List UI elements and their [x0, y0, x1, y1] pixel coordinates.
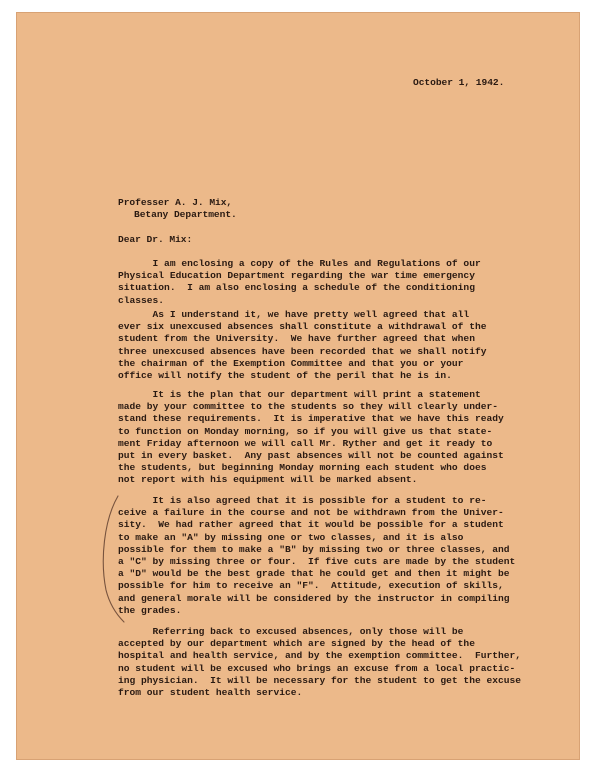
paragraph-line: situation. I am also enclosing a schedule of the conditioning [118, 282, 475, 294]
recipient-name: Professer A. J. Mix, [118, 197, 233, 208]
paragraph-line: no student will be excused who brings an excuse from a local practic- [118, 662, 516, 674]
paragraph-line: the chairman of the Exemption Committee and that you or your [118, 357, 464, 369]
paragraph-line: a "D" would be the best grade that he could get and then it might be [118, 568, 510, 580]
letter-date: October 1, 1942. [413, 77, 505, 88]
paragraph-line: ment Friday afternoon we will call Mr. Ryther and get it ready to [118, 437, 493, 449]
paragraph-line: I am enclosing a copy of the Rules and Regulations of our [118, 258, 481, 269]
paragraph-line: classes. [118, 294, 165, 306]
paragraph-line: hospital and health service, and by the exemption committee. Further, [118, 650, 522, 662]
paragraph-3 [118, 389, 504, 487]
salutation: Dear Dr. Mix: [118, 234, 193, 245]
paragraph-line: student from the University. We have further agreed that when [118, 333, 475, 345]
paragraph-line: As I understand it, we have pretty well agreed that all [118, 309, 470, 320]
paragraph-line: office will notify the student of the peril that he is in. [118, 370, 452, 382]
paragraph-line: possible for him to receive an "F". Attitude, execution of skills, [118, 580, 504, 592]
paragraph-line: stand these requirements. It is imperative that we have this ready [118, 413, 504, 425]
paragraph-5 [118, 626, 521, 699]
paragraph-line: Physical Education Department regarding the war time emergency [118, 270, 475, 282]
recipient-department: Betany Department. [134, 209, 237, 220]
paragraph-line: It is the plan that our department will print a statement [118, 389, 481, 400]
paragraph-4 [118, 495, 515, 617]
paragraph-line: possible for them to make a "B" by missing two or three classes, and [118, 543, 510, 555]
paragraph-line: not report with his equipment will be marked absent. [118, 474, 418, 486]
paragraph-1 [118, 258, 481, 307]
paragraph-line: sity. We had rather agreed that it would be possible for a student [118, 519, 504, 531]
paragraph-line: It is also agreed that it is possible for a student to re- [118, 495, 487, 506]
paragraph-line: put in every basket. Any past absences will not be counted against [118, 450, 504, 462]
paragraph-2 [118, 309, 486, 382]
paragraph-line: a "C" by missing three or four. If five cuts are made by the student [118, 556, 516, 568]
paragraph-line: ever six unexcused absences shall constitute a withdrawal of the [118, 321, 487, 333]
paragraph-line: three unexcused absences have been recorded that we shall notify [118, 345, 487, 357]
paragraph-line: the grades. [118, 604, 182, 616]
paragraph-line: Referring back to excused absences, only those will be [118, 626, 464, 637]
paragraph-line: from our student health service. [118, 687, 303, 699]
paragraph-line: the students, but beginning Monday morning each student who does [118, 462, 487, 474]
paragraph-line: made by your committee to the students so they will clearly under- [118, 401, 498, 413]
paragraph-line: ing physician. It will be necessary for the student to get the excuse [118, 674, 522, 686]
paragraph-line: ceive a failure in the course and not be withdrawn from the Univer- [118, 507, 504, 519]
paragraph-line: accepted by our department which are signed by the head of the [118, 638, 475, 650]
paragraph-line: to function on Monday morning, so if you will give us that state- [118, 425, 493, 437]
paragraph-line: to make an "A" by missing one or two classes, and it is also [118, 531, 464, 543]
paragraph-line: and general morale will be considered by the instructor in compiling [118, 592, 510, 604]
